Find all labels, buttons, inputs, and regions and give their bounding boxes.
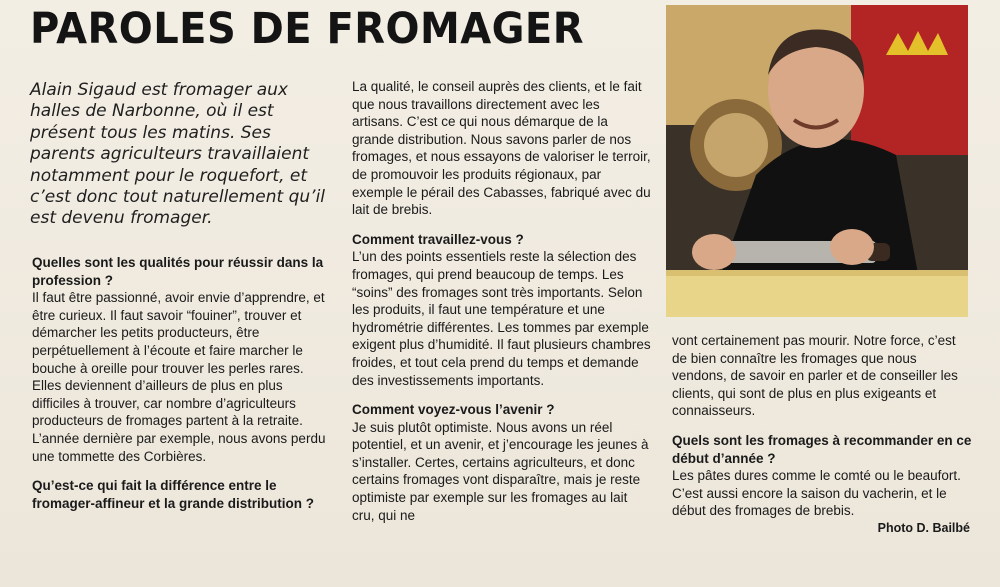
answer-text: La qualité, le conseil auprès des clients, et le fait que nous travaillons directement avec les artisans. C’est ce qui nous démarque de la grande distribution. Nous savons parler de nos fromages, et nous essayons de valoriser le terroir, de promouvoir les produits régionaux, par exemple le pérail des Cabasses, fabriqué avec du lait de brebis. <box>352 79 651 218</box>
column-1 <box>32 254 334 512</box>
answer-text: vont certainement pas mourir. Notre force, c’est de bien connaître les fromages que nous vendons, de savoir en parler et de conseiller les clients, qui sont de plus en plus exigeants et connaisseurs. <box>672 333 958 419</box>
question-heading: Comment voyez-vous l’avenir ? <box>352 402 555 418</box>
photo-illustration <box>666 5 968 317</box>
answer-text: L’un des points essentiels reste la sélection des fromages, qui prend beaucoup de temps. Les “soins” des fromages sont très importants. Selon les produits, il faut une température et une hydrométrie différentes. Les tommes par exemple exigent plus d’humidité. Il faut plusieurs chambres froides, et tout cela prend du temps et demande des investissements importants. <box>352 249 651 388</box>
answer-text: Il faut être passionné, avoir envie d’apprendre, et être curieux. Il faut savoir “fouiner”, trouver et démarcher les petits producteurs, être perpétuellement à l’écoute et faire marcher le bouche à oreille pour trouver les perles rares. Elles deviennent d’ailleurs de plus en plus difficiles à trouver, car nombre d’agriculteurs producteurs de fromages partent à la retraite. L’année dernière par exemple, nous avons perdu une tommette des Corbières. <box>32 290 326 464</box>
answer-text: Je suis plutôt optimiste. Nous avons un réel potentiel, et un avenir, et j’encourage les jeunes à s’installer. Certes, certains agriculteurs, et donc certains fromages vont disparaître, mais je reste optimiste par exemple sur les fromages au lait cru, qui ne <box>352 419 649 523</box>
question-heading: Comment travaillez-vous ? <box>352 231 524 247</box>
question-heading: Qu’est-ce qui fait la différence entre le fromager-affineur et la grande distribution ? <box>32 478 315 511</box>
question-heading: Quels sont les fromages à recommander en ce début d’année ? <box>672 432 972 466</box>
photo-credit: Photo D. Bailbé <box>877 521 970 535</box>
article-lead: Alain Sigaud est fromager aux halles de Narbonne, où il est présent tous les matins. Ses parents agriculteurs travaillaient notamment pour le roquefort, et c’est donc tout naturellement qu’il est devenu fromager. <box>30 80 326 229</box>
answer-text: Les pâtes dures comme le comté ou le beaufort. C’est aussi encore la saison du vacherin, et le début des fromages de brebis. <box>672 468 961 519</box>
column-3 <box>672 332 972 520</box>
article-title: PAROLES DE FROMAGER <box>30 4 584 54</box>
fromager-photo <box>666 5 968 317</box>
question-heading: Quelles sont les qualités pour réussir dans la profession ? <box>32 255 324 288</box>
column-2 <box>352 78 652 524</box>
